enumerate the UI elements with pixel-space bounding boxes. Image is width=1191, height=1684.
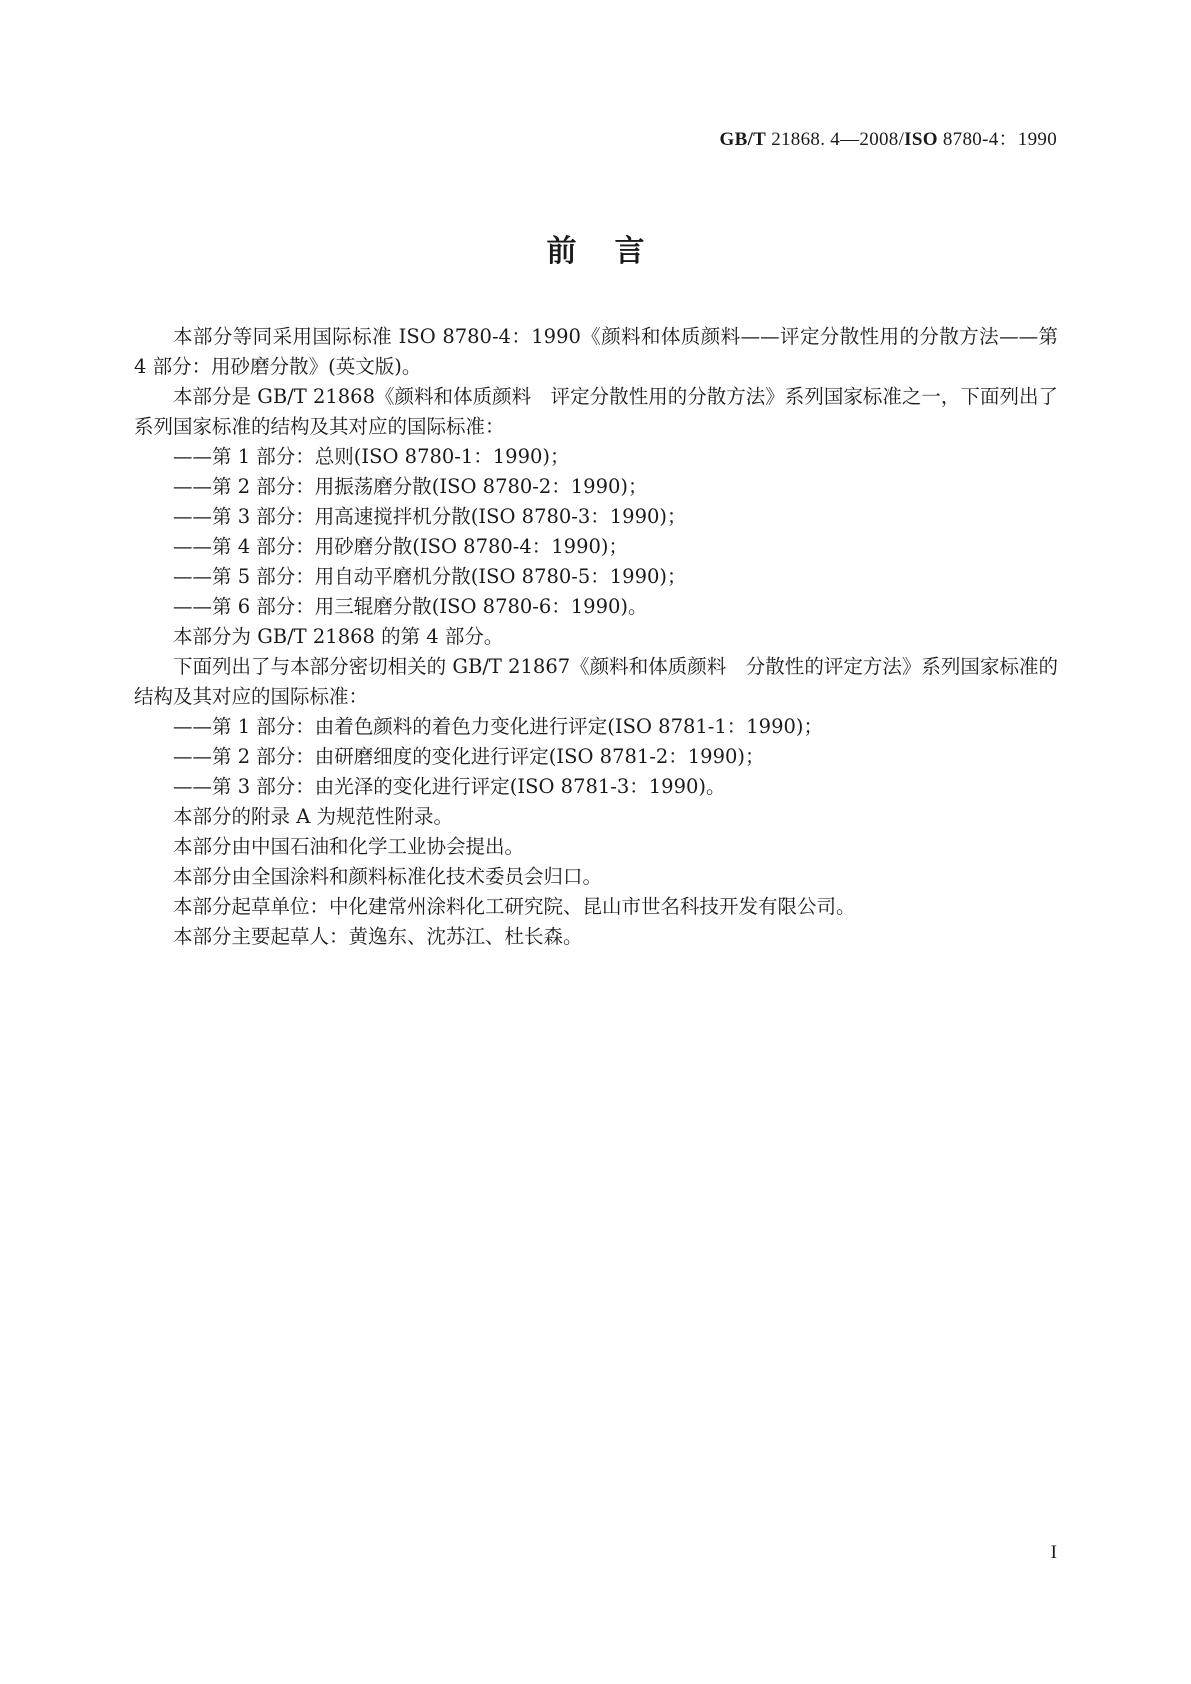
list-item: ——第 1 部分：总则(ISO 8780-1：1990)； (173, 445, 570, 468)
list-item: ——第 2 部分：由研磨细度的变化进行评定(ISO 8781-2：1990)； (173, 745, 765, 768)
list-item: ——第 1 部分：由着色颜料的着色力变化进行评定(ISO 8781-1：1990)； (173, 715, 824, 738)
paragraph-proposed-by: 本部分由中国石油和化学工业协会提出。 (173, 835, 525, 858)
standard-code-iso: ISO (904, 129, 938, 150)
paragraph-adoption: 本部分等同采用国际标准 ISO 8780-4：1990《颜料和体质颜料——评定分散性用的分散方法——第 4 部分：用砂磨分散》(英文版)。 (134, 325, 1065, 378)
paragraph-drafting-units: 本部分起草单位：中化建常州涂料化工研究院、昆山市世名科技开发有限公司。 (173, 895, 856, 918)
paragraph-drafters: 本部分主要起草人：黄逸东、沈苏江、杜长森。 (173, 925, 583, 948)
paragraph-annex: 本部分的附录 A 为规范性附录。 (173, 805, 453, 828)
page-title: 前言 (546, 234, 683, 269)
list-item: ——第 4 部分：用砂磨分散(ISO 8780-4：1990)； (173, 535, 629, 558)
standard-code (720, 124, 1057, 151)
list-item: ——第 3 部分：由光泽的变化进行评定(ISO 8781-3：1990)。 (173, 775, 726, 798)
standard-code-iso-number: 8780-4：1990 (937, 129, 1057, 150)
foreword-body (134, 322, 1065, 952)
standard-code-number: 21868. 4—2008/ (766, 129, 905, 150)
paragraph-series-intro: 本部分是 GB/T 21868《颜料和体质颜料 评定分散性用的分散方法》系列国家标准之一，下面列出了系列国家标准的结构及其对应的国际标准： (134, 385, 1058, 438)
list-item: ——第 5 部分：用自动平磨机分散(ISO 8780-5：1990)； (173, 565, 687, 588)
list-item: ——第 6 部分：用三辊磨分散(ISO 8780-6：1990)。 (173, 595, 648, 618)
page-number: I (1050, 1542, 1057, 1563)
paragraph-related-series: 下面列出了与本部分密切相关的 GB/T 21867《颜料和体质颜料 分散性的评定方法》系列国家标准的结构及其对应的国际标准： (134, 655, 1058, 708)
list-item: ——第 2 部分：用振荡磨分散(ISO 8780-2：1990)； (173, 475, 648, 498)
paragraph-centralized-by: 本部分由全国涂料和颜料标准化技术委员会归口。 (173, 865, 603, 888)
standard-code-prefix: GB/T (719, 129, 767, 150)
paragraph-part-statement: 本部分为 GB/T 21868 的第 4 部分。 (173, 625, 504, 648)
list-item: ——第 3 部分：用高速搅拌机分散(ISO 8780-3：1990)； (173, 505, 687, 528)
